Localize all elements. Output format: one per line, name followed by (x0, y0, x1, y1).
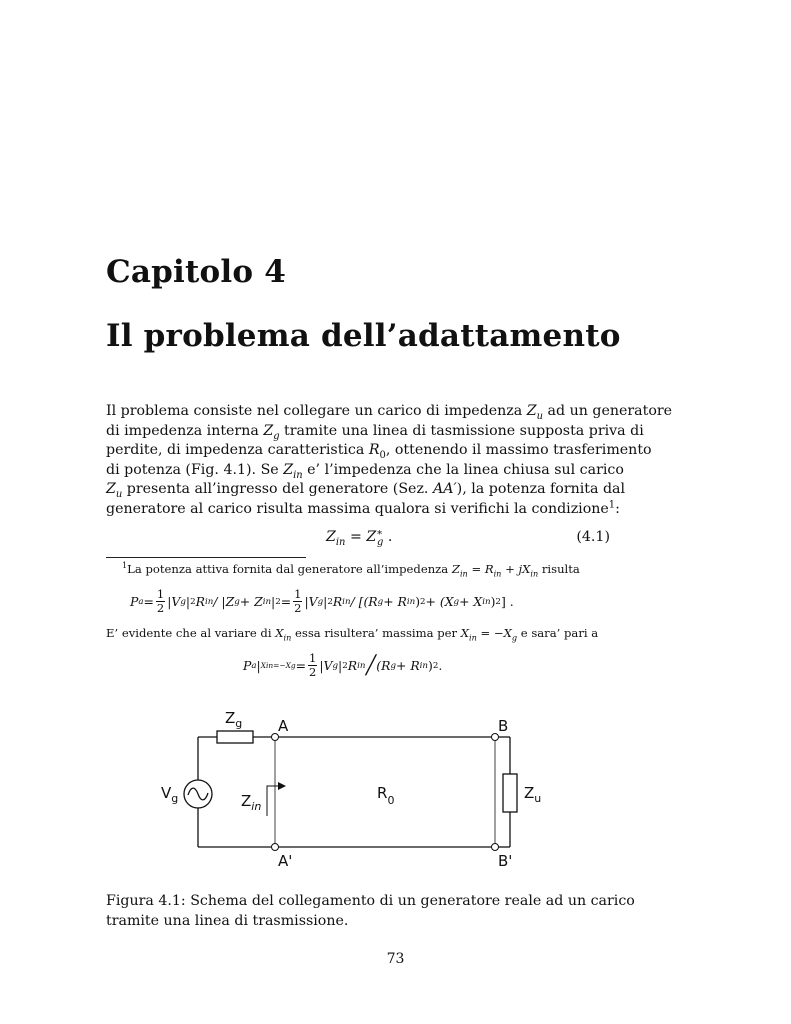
node-b (492, 734, 499, 741)
label-zg: $Z_g$ (225, 709, 243, 730)
zin-arrow-icon (267, 786, 280, 816)
caption-line-1: Figura 4.1: Schema del collegamento di un generatore reale ad un carico (106, 893, 635, 909)
footnote-rule (106, 557, 306, 558)
label-zu: $Z_u$ (524, 784, 542, 805)
node-a (272, 734, 279, 741)
zg-resistor (217, 731, 253, 743)
intro-line-1: Il problema consiste nel collegare un carico di impedenza $Z_u$ ad un generatore (106, 403, 673, 422)
fraction-half: $\frac{1}{2}$ (309, 651, 317, 679)
intro-line-4: di potenza (Fig. 4.1). Se $Z_{in}$ e’ l’impedenza che la linea chiusa sul carico (106, 461, 624, 481)
label-b-prime: B' (498, 852, 513, 870)
intro-line-3: perdite, di impedenza caratteristica $R_0$, ottenendo il massimo trasferimento (106, 442, 652, 462)
footnote-formula-2: P a | Xin=−Xg = $\frac{1}{2}$ |V g | 2 R in ╱ (R g + R in ) 2 . (243, 651, 443, 679)
equation-body: $Z_{in} = Z^∗_g$ . (326, 527, 393, 548)
label-a: A (278, 717, 289, 735)
chapter-title: Il problema dell’adattamento (106, 318, 621, 354)
caption-line-2: tramite una linea di trasmissione. (106, 912, 349, 929)
label-zin: $Z_{in}$ (241, 792, 262, 813)
intro-paragraph (106, 402, 673, 520)
fraction-half: $\frac{1}{2}$ (156, 587, 165, 615)
page-number: 73 (386, 951, 405, 967)
sine-wave-icon (188, 788, 208, 800)
intro-line-6: generatore al carico risulta massima qualora si verifichi la condizione$^1$: (106, 499, 620, 517)
intro-line-5: $Z_u$ presenta all’ingresso del generatore (Sez. AA′), la potenza fornita dal (106, 481, 626, 501)
fraction-half: $\frac{1}{2}$ (294, 587, 302, 615)
chapter-label: Capitolo 4 (106, 254, 287, 290)
footnote-mark: 1 (608, 499, 616, 511)
label-a-prime: A' (278, 852, 293, 870)
equation-4-1 (106, 529, 610, 549)
footnote-line-1: $^1$La potenza attiva fornita dal generatore all’impedenza $Z_{in} = R_{in} + jX_{in}$ risulta (122, 560, 580, 579)
figure-caption (106, 892, 635, 931)
vg-source-icon (184, 780, 212, 808)
node-a-prime (272, 844, 279, 851)
zu-resistor (503, 774, 517, 812)
equation-number: (4.1) (576, 529, 610, 545)
node-b-prime (492, 844, 499, 851)
footnote-line-2: E’ evidente che al variare di $X_{in}$ essa risultera’ massima per $X_{in} = -X_g$ e sara’ pari a (106, 626, 599, 643)
label-b: B (498, 717, 509, 735)
arrow-head-icon (278, 782, 286, 790)
intro-line-2: di impedenza interna $Z_g$ tramite una linea di tasmissione supposta priva di (106, 422, 644, 442)
footnote-formula-1: P a = $\frac{1}{2}$ |V g | 2 R in / |Z g + Z in | 2 = $\frac{1}{2}$ |V g | 2 R in / [(R g + R in ) 2 + (X g + X in ) 2 ] . (130, 587, 514, 615)
label-r0: $R_0$ (377, 784, 395, 807)
label-vg: $V_g$ (161, 784, 179, 805)
